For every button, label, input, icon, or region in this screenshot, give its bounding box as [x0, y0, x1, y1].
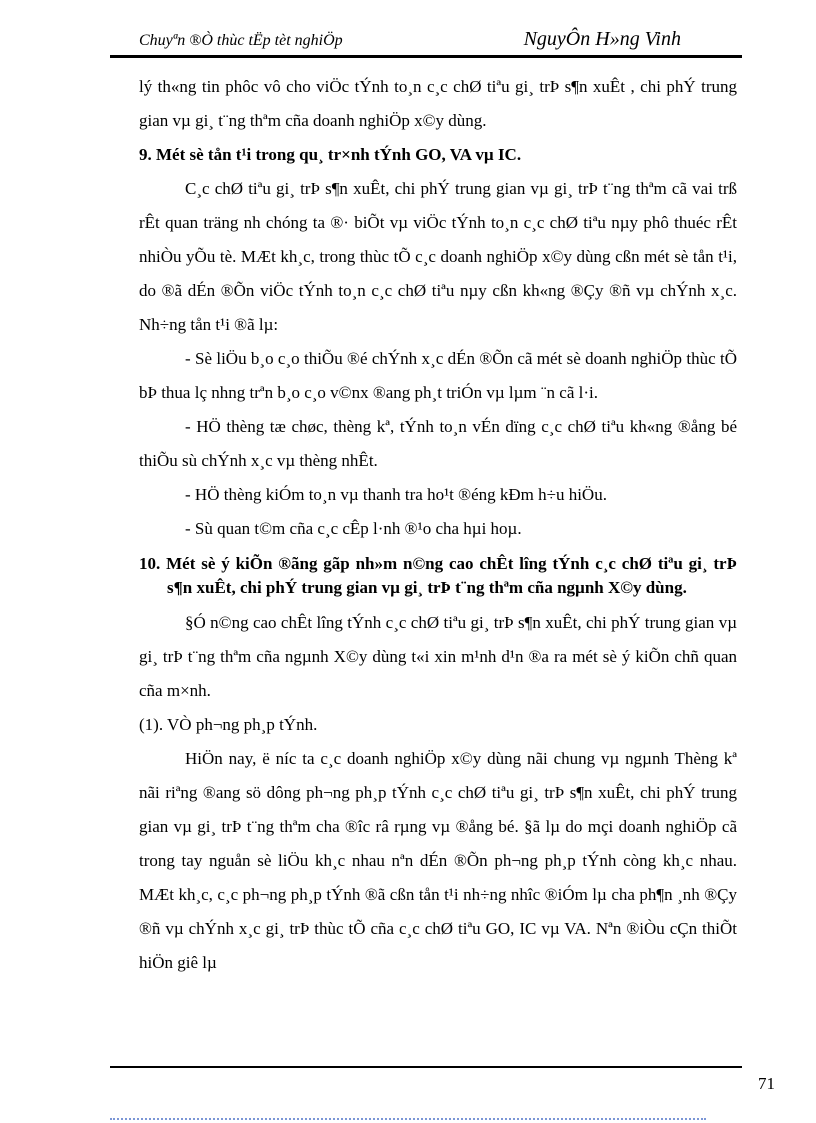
page-header — [0, 0, 816, 58]
section-10-heading: 10. Mét sè ý kiÕn ®ãng gãp nh»m n©ng cao chÊt lîng tÝnh c¸c chØ tiªu gi¸ trÞ s¶n xuÊt, chi phÝ trung gian vµ gi¸ trÞ t¨ng thªm cña ngµnh X©y dùng. — [139, 553, 737, 597]
bullet-item: - Sè liÖu b¸o c¸o thiÕu ®é chÝnh x¸c dÉn ®Õn cã mét sè doanh nghiÖp thùc tÕ bÞ thua lç nhng trªn b¸o c¸o v©nx ®ang ph¸t triÓn vµ lµm ¨n cã l·i. — [139, 348, 737, 402]
header-author-name: NguyÔn H»ng Vinh — [523, 28, 681, 50]
paragraph: §Ó n©ng cao chÊt lîng tÝnh c¸c chØ tiªu gi¸ trÞ s¶n xuÊt, chi phÝ trung gian vµ gi¸ trÞ t¨ng thªm cña ngµnh X©y dùng t«i xin m¹nh d¹n ®a ra mét sè ý kiÕn chñ quan cña m×nh. — [139, 612, 737, 700]
bullet-item: - HÖ thèng kiÓm to¸n vµ thanh tra ho¹t ®éng kÐm h÷u hiÖu. — [185, 484, 607, 504]
document-body — [139, 70, 737, 980]
header-rule — [110, 55, 742, 58]
paragraph: HiÖn nay, ë níc ta c¸c doanh nghiÖp x©y dùng nãi chung vµ ngµnh Thèng kª nãi riªng ®ang sö dông ph¬ng ph¸p tÝnh c¸c chØ tiªu gi¸ trÞ s¶n xuÊt, chi phÝ trung gian vµ gi¸ trÞ t¨ng thªm cha ®îc râ rµng vµ ®ång bé. §ã lµ do mçi doanh nghiÖp cã trong tay nguån sè liÖu kh¸c nhau nªn dÉn ®Õn ph¬ng ph¸p tÝnh còng kh¸c nhau. MÆt kh¸c, c¸c ph¬ng ph¸p tÝnh ®ã cßn tån t¹i nh÷ng nhîc ®iÓm lµ cha ph¶n ¸nh ®Çy ®ñ vµ chÝnh x¸c gi¸ trÞ thùc tÕ cña c¸c chØ tiªu GO, IC vµ VA. Nªn ®iÒu cÇn thiÕt hiÖn giê lµ — [139, 748, 737, 972]
header-text-row — [139, 28, 737, 51]
page-number: 71 — [758, 1074, 775, 1093]
footer-rule — [110, 1066, 742, 1068]
paragraph-method-label: (1). VÒ ph¬ng ph¸p tÝnh. — [139, 714, 318, 734]
bullet-item: - HÖ thèng tæ chøc, thèng kª, tÝnh to¸n vÉn dïng c¸c chØ tiªu kh«ng ®ång bé thiÕu sù chÝnh x¸c vµ thèng nhÊt. — [139, 416, 737, 470]
bullet-item: - Sù quan t©m cña c¸c cÊp l·nh ®¹o cha hµi hoµ. — [185, 518, 522, 538]
page-footer — [0, 1066, 816, 1095]
paragraph-continuation: lý th«ng tin phôc vô cho viÖc tÝnh to¸n c¸c chØ tiªu gi¸ trÞ s¶n xuÊt , chi phÝ trung gian vµ gi¸ t¨ng thªm cña doanh nghiÖp x©y dùng. — [139, 76, 737, 130]
header-course-title: Chuyªn ®Ò thùc tËp tèt nghiÖp — [139, 32, 343, 49]
bottom-dotted-line — [110, 1118, 706, 1120]
section-9-heading: 9. Mét sè tån t¹i trong qu¸ tr×nh tÝnh GO, VA vµ IC. — [139, 144, 522, 164]
paragraph: C¸c chØ tiªu gi¸ trÞ s¶n xuÊt, chi phÝ trung gian vµ gi¸ trÞ t¨ng thªm cã vai trß rÊt quan träng nh chóng ta ®· biÕt vµ viÖc tÝnh to¸n c¸c chØ tiªu nµy phô thuéc rÊt nhiÒu yÕu tè. MÆt kh¸c, trong thùc tÕ c¸c doanh nghiÖp x©y dùng cßn mét sè tån t¹i, do ®ã dÉn ®Õn viÖc tÝnh to¸n c¸c chØ tiªu nµy cßn kh«ng ®Çy ®ñ vµ chÝnh x¸c. Nh÷ng tån t¹i ®ã lµ: — [139, 178, 737, 334]
